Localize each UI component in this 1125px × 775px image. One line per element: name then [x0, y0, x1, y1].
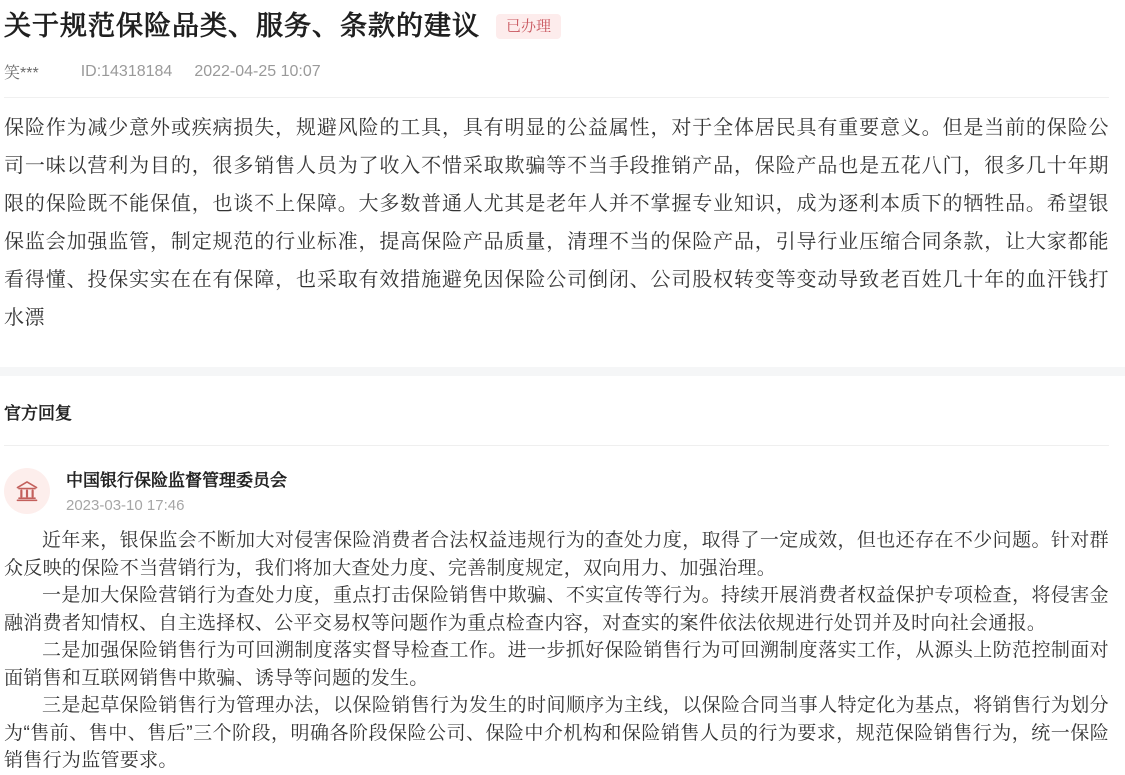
post-time: 2022-04-25 10:07	[194, 62, 321, 80]
author-name: 笑***	[4, 65, 39, 82]
official-reply-heading: 官方回复	[4, 404, 72, 423]
section-divider	[0, 367, 1125, 376]
reply-paragraph: 二是加强保险销售行为可回溯制度落实督导检查工作。进一步抓好保险销售行为可回溯制度落实工作，从源头上防范控制面对面销售和互联网销售中欺骗、诱导等问题的发生。	[4, 640, 1109, 689]
reply-header	[4, 468, 1109, 514]
suggestion-body-text: 保险作为减少意外或疾病损失，规避风险的工具，具有明显的公益属性，对于全体居民具有重要意义。但是当前的保险公司一味以营利为目的，很多销售人员为了收入不惜采取欺骗等不当手段推销产品，保险产品也是五花八门，很多几十年期限的保险既不能保值，也谈不上保障。大多数普通人尤其是老年人并不掌握专业知识，成为逐利本质下的牺牲品。希望银保监会加强监管，制定规范的行业标准，提高保险产品质量，清理不当的保险产品，引导行业压缩合同条款，让大家都能看得懂、投保实实在在有保障，也采取有效措施避免因保险公司倒闭、公司股权转变等变动导致老百姓几十年的血汗钱打水漂	[4, 117, 1109, 329]
agency-avatar	[4, 468, 50, 514]
post-meta	[4, 60, 1109, 98]
reply-paragraph: 三是起草保险销售行为管理办法，以保险销售行为发生的时间顺序为主线，以保险合同当事人特定化为基点，将销售行为划分为“售前、售中、售后”三个阶段，明确各阶段保险公司、保险中介机构和保险销售人员的行为要求，规范保险销售行为，统一保险销售行为监管要求。	[4, 695, 1109, 771]
reply-time: 2023-03-10 17:46	[66, 497, 185, 514]
agency-name: 中国银行保险监督管理委员会	[66, 471, 287, 490]
page-title: 关于规范保险品类、服务、条款的建议	[4, 11, 480, 41]
user-id: ID:14318184	[80, 62, 173, 80]
status-badge: 已办理	[496, 14, 561, 39]
bank-building-icon	[14, 478, 40, 504]
reply-heading-divider	[4, 445, 1109, 446]
reply-paragraph: 一是加大保险营销行为查处力度，重点打击保险销售中欺骗、不实宣传等行为。持续开展消费者权益保护专项检查，将侵害金融消费者知情权、自主选择权、公平交易权等问题作为重点检查内容，对查实的案件依法依规进行处罚并及时向社会通报。	[4, 585, 1109, 634]
title-row	[4, 8, 1109, 44]
reply-paragraph: 近年来，银保监会不断加大对侵害保险消费者合法权益违规行为的查处力度，取得了一定成效，但也还存在不少问题。针对群众反映的保险不当营销行为，我们将加大查处力度、完善制度规定，双向用力、加强治理。	[4, 530, 1109, 579]
reply-header-text	[66, 468, 287, 514]
reply-content	[4, 527, 1109, 775]
